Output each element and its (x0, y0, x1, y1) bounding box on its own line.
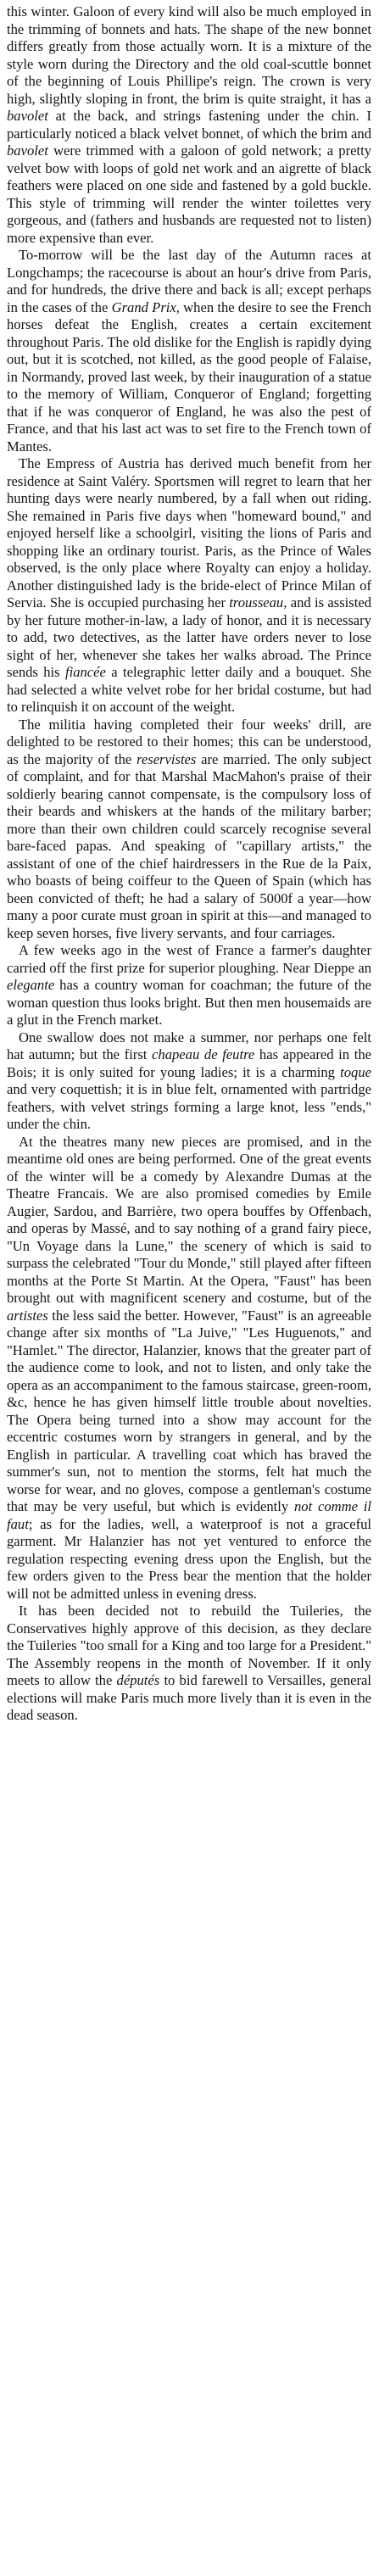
text-run: One swallow does not make a summer, nor perhaps one felt hat autumn; but the first (7, 1029, 371, 1062)
text-run: and very coquettish; it is in blue felt, ornamented with partridge feathers, with velvet strings forming a large knot, less "ends," under the chin. (7, 1081, 371, 1132)
paragraph-longchamps-races (7, 247, 371, 455)
text-run: At the theatres many new pieces are promised, and in the meantime old ones are being performed. One of the great events of the winter will be a comedy by Alexandre Dumas at the Theatre Francais. We are also promised comedies by Emile Augier, Sardou, and Barrière, two opera bouffes by Offenbach, and operas by Massé, and to say nothing of a grand fairy piece, "Un Voyage dans la Lune," the scenery of which is said to surpass the celebrated "Tour du Monde," still played after fifteen months at the Porte St Martin. At the Opera, "Faust" has been brought out with magnificent scenery and costume, but of the (7, 1133, 371, 1306)
italic-text-run: fiancée (64, 664, 106, 680)
italic-text-run: trousseau (229, 594, 284, 611)
italic-text-run: chapeau de feutre (152, 1046, 255, 1062)
italic-text-run: not comme il faut (7, 1498, 371, 1532)
italic-text-run: artistes (7, 1307, 48, 1324)
paragraph-bonnets (7, 3, 371, 247)
text-run: The militia having completed their four weeks' drill, are delighted to be restored to their homes; this can be understood, as the majority of the (7, 716, 371, 767)
paragraph-empress-of-austria (7, 455, 371, 716)
text-run: were trimmed with a galoon of gold network; a pretty velvet bow with loops of gold net work and an aigrette of black feathers were placed on one side and fastened by a gold buckle. This style of trimming will render the winter toilettes very gorgeous, and (fathers and husbands are requested not to listen) more expensive than ever. (7, 142, 371, 246)
italic-text-run: toque (340, 1063, 371, 1080)
italic-text-run: députés (116, 1672, 160, 1688)
paragraph-felt-hat (7, 1029, 371, 1134)
paragraph-theatres (7, 1134, 371, 1603)
italic-text-run: bavolet (7, 142, 48, 159)
text-run: a telegraphic letter daily and a bouquet. She had selected a white velvet robe for her bridal costume, but had to relinquish it on account of the weight. (7, 664, 371, 715)
text-run: The Empress of Austria has derived much benefit from her residence at Saint Valéry. Sportsmen will regret to learn that her hunting days were nearly numbered, by a fall when out riding. She remained in Paris five days when "homeward bound," and enjoyed herself like a schoolgirl, visiting the lions of Paris and shopping like an ordinary tourist. Paris, as the Prince of Wales observed, is the only place where Royalty can enjoy a holiday. Another distinguished lady is the bride-elect of Prince Milan of Servia. She is occupied purchasing her (7, 455, 371, 611)
italic-text-run: Grand Prix (111, 298, 176, 315)
text-run: to bid farewell to Versailles, general elections will make Paris much more lively than it is even in the dead season. (7, 1672, 371, 1723)
text-run: at the back, and strings fastening under the chin. I particularly noticed a black velvet bonnet, of which the brim and (7, 108, 371, 142)
text-run: the less said the better. However, "Faust" is an agreeable change after six months of "La Juive," "Les Huguenots," and "Hamlet." The director, Halanzier, knows that the greater part of the audience come to look, and not to listen, and only take the opera as an accompaniment to the famous staircase, green-room, &c, hence he has given himself little trouble about novelties. The Opera being turned into a show may account for the eccentric costumes worn by strangers in general, and by the English in particular. A travelling coat which has braved the summer's sun, not to mention the storms, felt hat much the worse for wear, and no gloves, compose a gentleman's costume that may be very useful, but which is evidently (7, 1307, 371, 1514)
text-run: It has been decided not to rebuild the Tuileries, the Conservatives highly approve of this decision, as they declare the Tuileries "too small for a King and too large for a President." The Assembly reopens in the month of November. If it only meets to allow the (7, 1603, 371, 1688)
italic-text-run: elegante (7, 977, 55, 993)
text-run: , when the desire to see the French horses defeat the English, creates a certain excitement throughout Paris. The old dislike for the English is rapidly dying out, but it is scotched, not killed, as the good people of Falaise, in Normandy, proved last week, by their inauguration of a statue to the memory of William, Conqueror of England; forgetting that if he was conqueror of England, he was also the pest of France, and that his last act was to set fire to the French town of Mantes. (7, 298, 372, 454)
text-run: has a country woman for coachman; the future of the woman question thus looks bright. But then men housemaids are a glut in the French market. (7, 977, 371, 1028)
paragraph-militia (7, 716, 371, 943)
text-run: , and is assisted by her future mother-in-law, a lady of honor, and it is necessary to add, two detectives, as the latter have orders never to lose sight of her, whenever she takes her walks abroad. The Prince sends his (7, 594, 371, 680)
text-run: To-morrow will be the last day of the Autumn races at Longchamps; the racecourse is about an hour's drive from Paris, and for hundreds, the drive there and back is all; except perhaps in the cases of the (7, 247, 371, 315)
text-run: are married. The only subject of complaint, and for that Marshal MacMahon's praise of their soldierly bearing cannot compensate, is the compulsory loss of their beards and whiskers at the hands of the military barber; more than their own children could scarcely recognise several bare-faced papas. And speaking of "capillary artists," the assistant of one of the chief hairdressers in the Rue de la Paix, who boasts of being coiffeur to the Queen of Spain (which has been convicted of theft; he had a salary of 5000f a year—how many a poor curate must groan in spirit at this—and managed to keep seven horses, five livery servants, and four carriages. (7, 750, 372, 941)
text-run: A few weeks ago in the west of France a farmer's daughter carried off the first prize for superior ploughing. Near Dieppe an (7, 942, 371, 976)
italic-text-run: bavolet (7, 108, 48, 124)
text-run: this winter. Galoon of every kind will also be much employed in the trimming of bonnets and hats. The shape of the new bonnet differs greatly from those actually worn. It is a mixture of the style worn during the Directory and the old coal-scuttle bonnet of the beginning of Louis Phillipe's reign. The crown is very high, slightly sloping in front, the brim is quite straight, it has a (7, 3, 371, 107)
paragraph-tuileries (7, 1603, 371, 1725)
italic-text-run: reservistes (137, 750, 197, 767)
text-run: ; as for the ladies, well, a waterproof is not a graceful garment. Mr Halanzier has not yet ventured to enforce the regulation respecting evening dress upon the English, but the few orders given to the Press bear the mention that the holder will not be admitted unless in evening dress. (7, 1515, 371, 1602)
text-run: has appeared in the Bois; it is only suited for young ladies; it is a charming (7, 1046, 371, 1080)
paragraph-farmers-daughter (7, 942, 371, 1029)
